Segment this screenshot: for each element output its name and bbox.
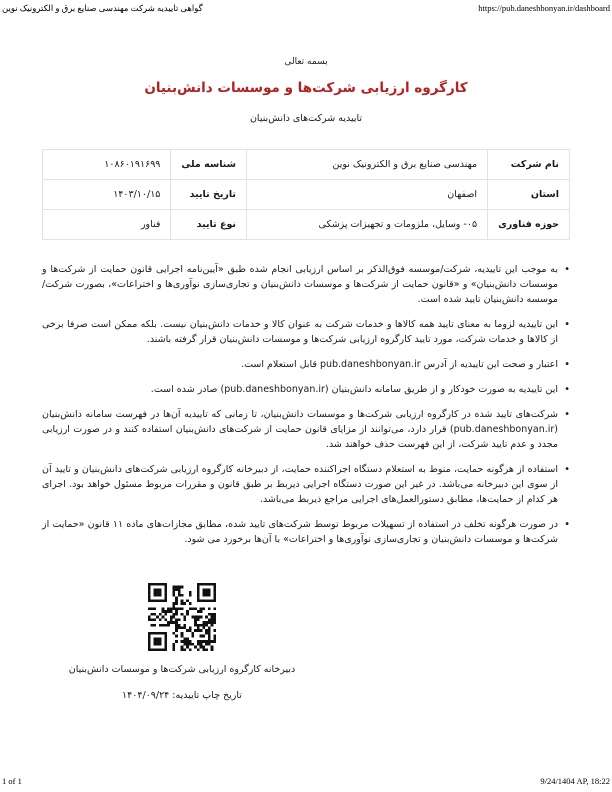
page-number: 1 of 1 [2, 776, 22, 786]
print-header-url: https://pub.daneshbonyan.ir/dashboard [478, 3, 610, 13]
qr-section [42, 583, 322, 701]
company-info-table [42, 149, 570, 240]
note-item: • در صورت هرگونه تخلف در استفاده از تسهیلات مربوط توسط شرکت‌های تایید شده، مطابق مجازات‌های ماده ۱۱ قانون «حمایت از شرکت‌ها و موسسات دانش‌بنیان و تجاری‌سازی نوآوری‌ها و اختراعات» با آن‌ها برخورد می شود. [42, 517, 570, 547]
tech-field-value: ۰۵- وسایل، ملزومات و تجهیزات پزشکی [247, 210, 488, 240]
print-header-doc-title: گواهی تاییدیه شرکت مهندسی صنایع برق و الکترونیک نوین [2, 3, 203, 13]
province-label: استان [488, 180, 570, 210]
tech-field-label: حوزه فناوری [488, 210, 570, 240]
company-name-value: مهندسی صنایع برق و الکترونیک نوین [247, 150, 488, 180]
page-title: کارگروه ارزیابی شرکت‌ها و موسسات دانش‌بنیان [144, 80, 468, 96]
table-row [43, 210, 570, 240]
note-item: • به موجب این تاییدیه، شرکت/موسسه فوق‌الذکر بر اساس ارزیابی انجام شده طبق «آیین‌نامه اجرایی قانون حمایت از شرکت‌ها و موسسات دانش‌بنیان» و «قانون حمایت از شرکت‌ها و موسسات دانش‌بنیان و تجاری‌سازی نوآوری‌ها و اختراعات»، بصورت شرکت/موسسه دانش‌بنیان تایید شده است. [42, 262, 570, 307]
certificate-print-date: تاریخ چاپ تاییدیه: ۱۴۰۴/۰۹/۲۴ [122, 690, 242, 701]
note-item: • استفاده از هرگونه حمایت، منوط به استعلام دستگاه اجراکننده حمایت، از دبیرخانه کارگروه ارزیابی شرکت‌های دانش‌بنیان و تایید آن از سوی این دبیرخانه می‌باشد. در غیر این صورت دستگاه اجرایی ذیربط بر طبق قانون و مقررات مربوط مسئول خواهد بود. اجرای هر کدام از حمایت‌ها، مطابق دستورالعمل‌های اجرایی مراجع ذیربط می‌باشد. [42, 462, 570, 507]
table-row [43, 150, 570, 180]
table-row [43, 180, 570, 210]
approval-type-value: فناور [43, 210, 171, 240]
province-value: اصفهان [247, 180, 488, 210]
note-item: • این تاییدیه لزوما به معنای تایید همه کالاها و خدمات شرکت به عنوان کالا و خدمات دانش‌بنیان نیست. بلکه ممکن است صرفا برخی از کالاها و خدمات شرکت، مورد تایید کارگروه ارزیابی شرکت‌ها و موسسات دانش‌بنیان قرار گرفته باشند. [42, 317, 570, 347]
qr-code [148, 583, 216, 651]
approval-type-label: نوع تایید [171, 210, 247, 240]
browser-print-header [2, 3, 610, 14]
secretariat-caption: دبیرخانه کارگروه ارزیابی شرکت‌ها و موسسات دانش‌بنیان [68, 664, 296, 675]
certificate-notes-list [42, 262, 570, 547]
national-id-value: ۱۰۸۶۰۱۹۱۶۹۹ [43, 150, 171, 180]
print-datetime: 9/24/1404 AP, 18:22 [540, 776, 610, 786]
approval-date-value: ۱۴۰۳/۱۰/۱۵ [43, 180, 171, 210]
page-subtitle: تاییدیه شرکت‌های دانش‌بنیان [249, 113, 363, 124]
note-item: • شرکت‌های تایید شده در کارگروه ارزیابی شرکت‌ها و موسسات دانش‌بنیان، تا زمانی که تاییدیه آن‌ها در فهرست سامانه دانش‌بنیان (pub.daneshbonyan.ir) قرار دارد، می‌توانند از مزایای قانون حمایت از شرکت‌های دانش‌بنیان استفاده کنند و در صورت ارزیابی مجدد و عدم تایید شرکت، از این فهرست حذف خواهند شد. [42, 407, 570, 452]
note-item: • این تاییدیه به صورت خودکار و از طریق سامانه دانش‌بنیان (pub.daneshbonyan.ir) صادر شده است. [42, 382, 570, 397]
bismillah-text: بسمه تعالی [284, 57, 328, 67]
browser-print-footer [2, 776, 610, 786]
approval-date-label: تاریخ تایید [171, 180, 247, 210]
company-name-label: نام شرکت [488, 150, 570, 180]
note-item: • اعتبار و صحت این تاییدیه از آدرس pub.daneshbonyan.ir قابل استعلام است. [42, 357, 570, 372]
national-id-label: شناسه ملی [171, 150, 247, 180]
certificate-document [42, 57, 570, 701]
